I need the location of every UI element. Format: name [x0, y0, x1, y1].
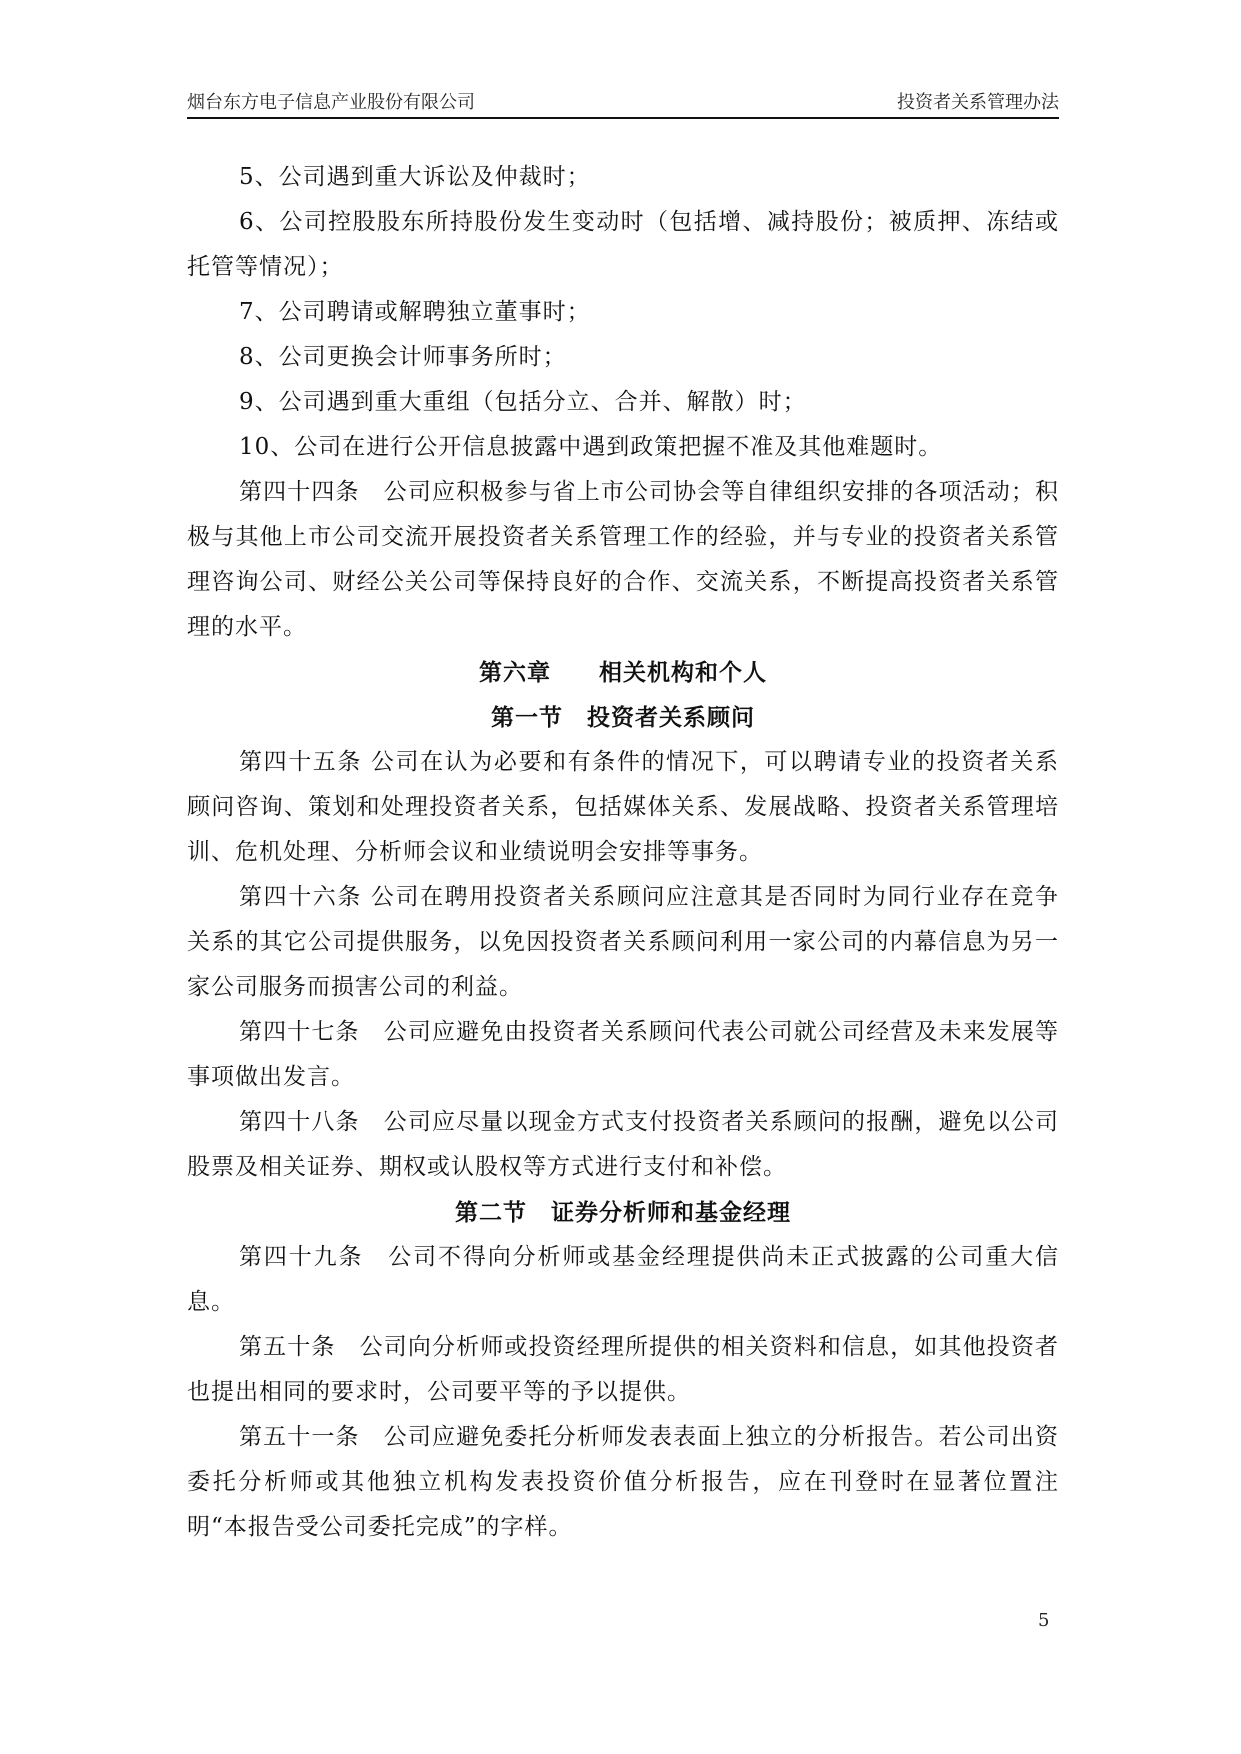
article-49: 第四十九条 公司不得向分析师或基金经理提供尚未正式披露的公司重大信息。 — [187, 1244, 1059, 1315]
chapter-heading: 第六章 相关机构和个人 — [479, 659, 767, 686]
article-47: 第四十七条 公司应避免由投资者关系顾问代表公司就公司经营及未来发展等事项做出发言。 — [187, 1019, 1059, 1090]
clause-item-5: 5、公司遇到重大诉讼及仲裁时； — [239, 164, 591, 190]
article-46: 第四十六条 公司在聘用投资者关系顾问应注意其是否同时为同行业存在竞争关系的其它公司提供服务，以免因投资者关系顾问利用一家公司的内幕信息为另一家公司服务而损害公司的利益。 — [187, 884, 1059, 1000]
article-51: 第五十一条 公司应避免委托分析师发表表面上独立的分析报告。若公司出资委托分析师或其他独立机构发表投资价值分析报告，应在刊登时在显著位置注明“本报告受公司委托完成”的字样。 — [187, 1424, 1059, 1540]
clause-item-8: 8、公司更换会计师事务所时； — [239, 344, 567, 370]
clause-item-6: 6、公司控股股东所持股份发生变动时（包括增、减持股份；被质押、冻结或托管等情况）； — [187, 209, 1059, 280]
document-body — [187, 155, 1059, 1550]
article-50: 第五十条 公司向分析师或投资经理所提供的相关资料和信息，如其他投资者也提出相同的要求时，公司要平等的予以提供。 — [187, 1334, 1059, 1405]
section-heading-2: 第二节 证券分析师和基金经理 — [455, 1199, 791, 1226]
header-rule — [187, 117, 1059, 119]
page-number: 5 — [1038, 1610, 1050, 1631]
clause-item-9: 9、公司遇到重大重组（包括分立、合并、解散）时； — [239, 389, 807, 415]
section-heading-1: 第一节 投资者关系顾问 — [491, 704, 755, 731]
header-document-title: 投资者关系管理办法 — [897, 92, 1059, 113]
header-company-name: 烟台东方电子信息产业股份有限公司 — [187, 92, 475, 113]
article-48: 第四十八条 公司应尽量以现金方式支付投资者关系顾问的报酬，避免以公司股票及相关证券、期权或认股权等方式进行支付和补偿。 — [187, 1109, 1059, 1180]
article-44: 第四十四条 公司应积极参与省上市公司协会等自律组织安排的各项活动；积极与其他上市公司交流开展投资者关系管理工作的经验，并与专业的投资者关系管理咨询公司、财经公关公司等保持良好的合作、交流关系，不断提高投资者关系管理的水平。 — [187, 479, 1059, 640]
page-header — [187, 88, 1059, 118]
clause-item-7: 7、公司聘请或解聘独立董事时； — [239, 299, 591, 325]
article-45: 第四十五条 公司在认为必要和有条件的情况下，可以聘请专业的投资者关系顾问咨询、策划和处理投资者关系，包括媒体关系、发展战略、投资者关系管理培训、危机处理、分析师会议和业绩说明会安排等事务。 — [187, 749, 1059, 865]
clause-item-10: 10、公司在进行公开信息披露中遇到政策把握不准及其他难题时。 — [239, 434, 943, 460]
